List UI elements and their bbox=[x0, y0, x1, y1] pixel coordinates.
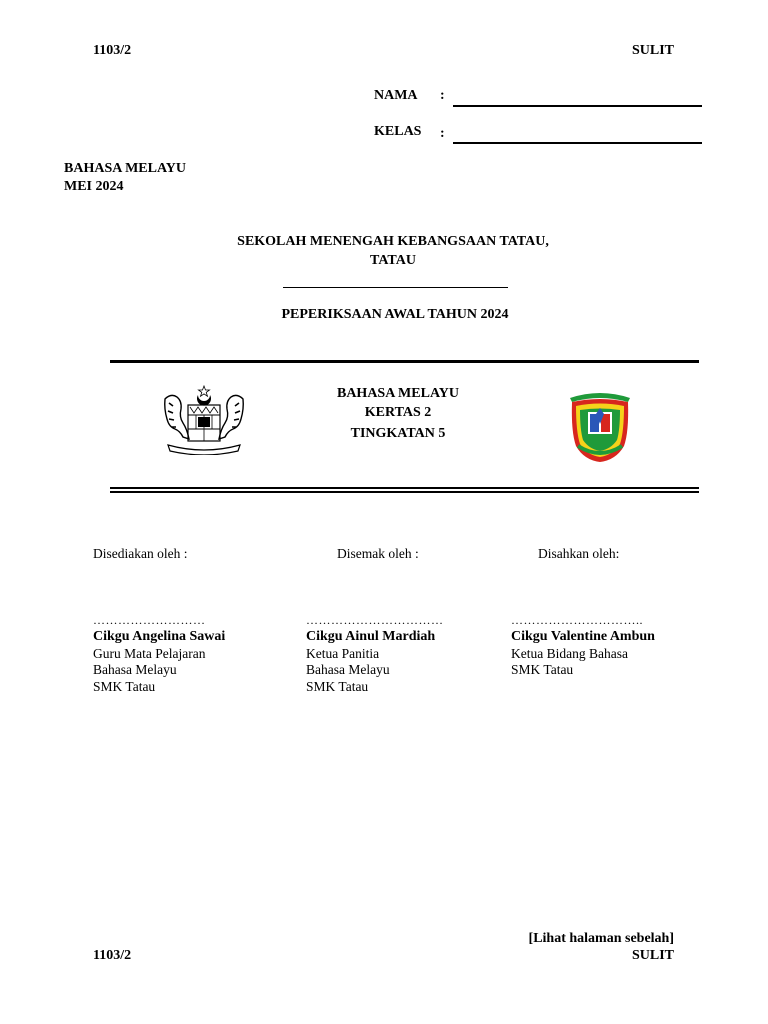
header-code: 1103/2 bbox=[93, 43, 132, 58]
signatory-heading-approver: Disahkan oleh: bbox=[538, 546, 620, 561]
approver-role-1: Ketua Bidang Bahasa bbox=[511, 646, 628, 661]
footer-code: 1103/2 bbox=[93, 948, 132, 963]
subject-name: BAHASA MELAYU bbox=[64, 161, 187, 176]
preparer-role-2: Bahasa Melayu bbox=[93, 662, 177, 677]
class-input-line[interactable] bbox=[453, 142, 702, 144]
school-crest-logo bbox=[566, 386, 634, 464]
class-colon: : bbox=[440, 126, 445, 141]
paper-subject: BAHASA MELAYU bbox=[336, 386, 459, 401]
approver-name: Cikgu Valentine Ambun bbox=[511, 629, 655, 644]
paper-form: TINGKATAN 5 bbox=[350, 426, 446, 441]
school-name-line1: SEKOLAH MENENGAH KEBANGSAAN TATAU, bbox=[237, 234, 549, 249]
signature-line-preparer: ……………………… bbox=[93, 613, 206, 627]
name-label: NAMA bbox=[374, 88, 418, 103]
box-bottom-rule-2 bbox=[110, 491, 699, 493]
exam-title: PEPERIKSAAN AWAL TAHUN 2024 bbox=[281, 307, 509, 322]
reviewer-role-3: SMK Tatau bbox=[306, 679, 369, 694]
approver-role-2: SMK Tatau bbox=[511, 662, 574, 677]
signature-line-reviewer: …………………………… bbox=[306, 613, 444, 627]
coat-of-arms-logo bbox=[160, 385, 248, 455]
footer-classification: SULIT bbox=[631, 948, 674, 963]
exam-date: MEI 2024 bbox=[64, 179, 124, 194]
box-bottom-rule-1 bbox=[110, 487, 699, 489]
name-input-line[interactable] bbox=[453, 105, 702, 107]
name-colon: : bbox=[440, 88, 445, 103]
signatory-heading-preparer: Disediakan oleh : bbox=[93, 546, 188, 561]
preparer-role-1: Guru Mata Pelajaran bbox=[93, 646, 206, 661]
signatory-heading-reviewer: Disemak oleh : bbox=[337, 546, 419, 561]
box-top-rule bbox=[110, 360, 699, 363]
footer-next-page: [Lihat halaman sebelah] bbox=[528, 931, 674, 946]
reviewer-role-1: Ketua Panitia bbox=[306, 646, 380, 661]
paper-number: KERTAS 2 bbox=[364, 405, 432, 420]
preparer-role-3: SMK Tatau bbox=[93, 679, 156, 694]
preparer-name: Cikgu Angelina Sawai bbox=[93, 629, 226, 644]
header-classification: SULIT bbox=[631, 43, 674, 58]
school-underline bbox=[283, 287, 508, 288]
class-label: KELAS bbox=[374, 124, 422, 139]
signature-line-approver: ………………………….. bbox=[511, 613, 643, 627]
reviewer-name: Cikgu Ainul Mardiah bbox=[306, 629, 436, 644]
reviewer-role-2: Bahasa Melayu bbox=[306, 662, 390, 677]
school-name-line2: TATAU bbox=[370, 253, 416, 268]
